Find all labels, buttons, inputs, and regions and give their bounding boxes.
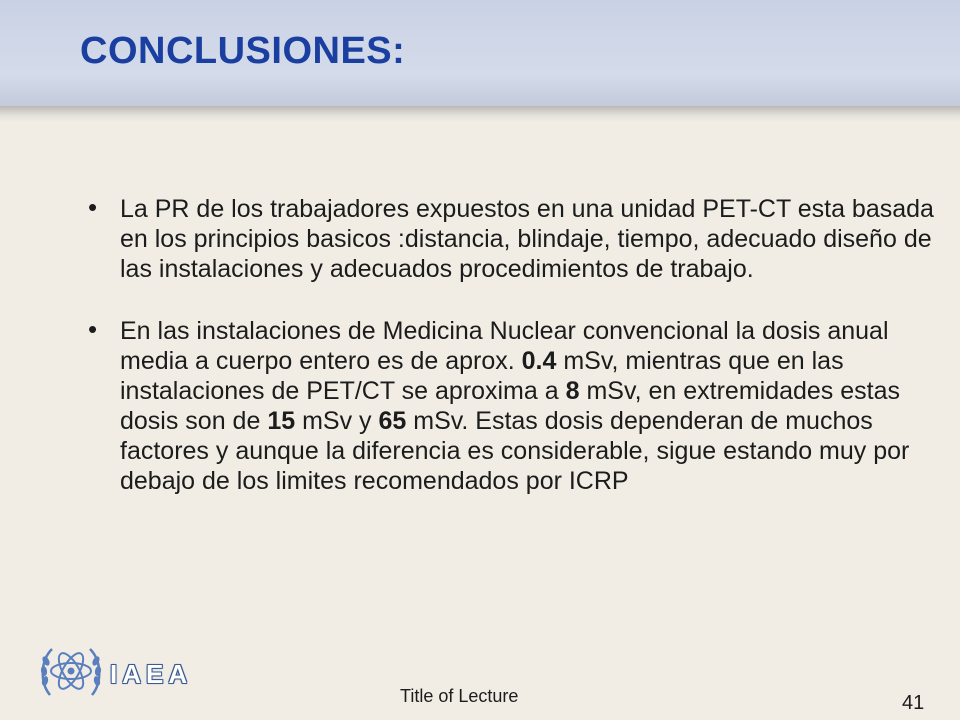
bullet-text: [120, 194, 948, 284]
dose-value-bold: 8: [565, 377, 580, 405]
iaea-logo-icon: [36, 637, 106, 707]
bullet-text-segment: En las instalaciones de Medicina Nuclear convencional la dosis anual media a cuerpo entero es de aprox.: [120, 317, 889, 375]
bullet-dot-icon: •: [88, 192, 98, 222]
dose-value-bold: 65: [378, 407, 407, 435]
bullet-text-segment: mSv. Estas dosis dependeran de muchos factores y aunque la diferencia es considerable, sigue estando muy por debajo de los limites recomendados por ICRP: [120, 407, 910, 495]
organization-name: IAEA: [110, 659, 193, 689]
slide-title: CONCLUSIONES:: [80, 30, 406, 72]
bullet-item: [88, 316, 948, 496]
lecture-title: Title of Lecture: [400, 686, 519, 706]
bullet-text-segment: mSv, en extremidades estas dosis son de: [120, 377, 901, 435]
dose-value-bold: 15: [267, 407, 296, 435]
bullet-text: [120, 316, 948, 496]
bullet-text-segment: mSv y: [295, 407, 379, 435]
dose-value-bold: 0.4: [521, 347, 557, 375]
bullet-item: [88, 194, 948, 284]
bullet-text-segment: La PR de los trabajadores expuestos en una unidad PET-CT esta basada en los principios basicos :distancia, blindaje, tiempo, adecuado diseño de las instalaciones y adecuados procedimientos de trabajo.: [120, 195, 934, 283]
page-number: 41: [902, 692, 925, 714]
bullet-dot-icon: •: [88, 314, 98, 344]
title-banner-shadow: [0, 106, 960, 122]
slide-content: [88, 194, 948, 528]
bullet-text-segment: mSv, mientras que en las instalaciones de PET/CT se aproxima a: [120, 347, 844, 405]
